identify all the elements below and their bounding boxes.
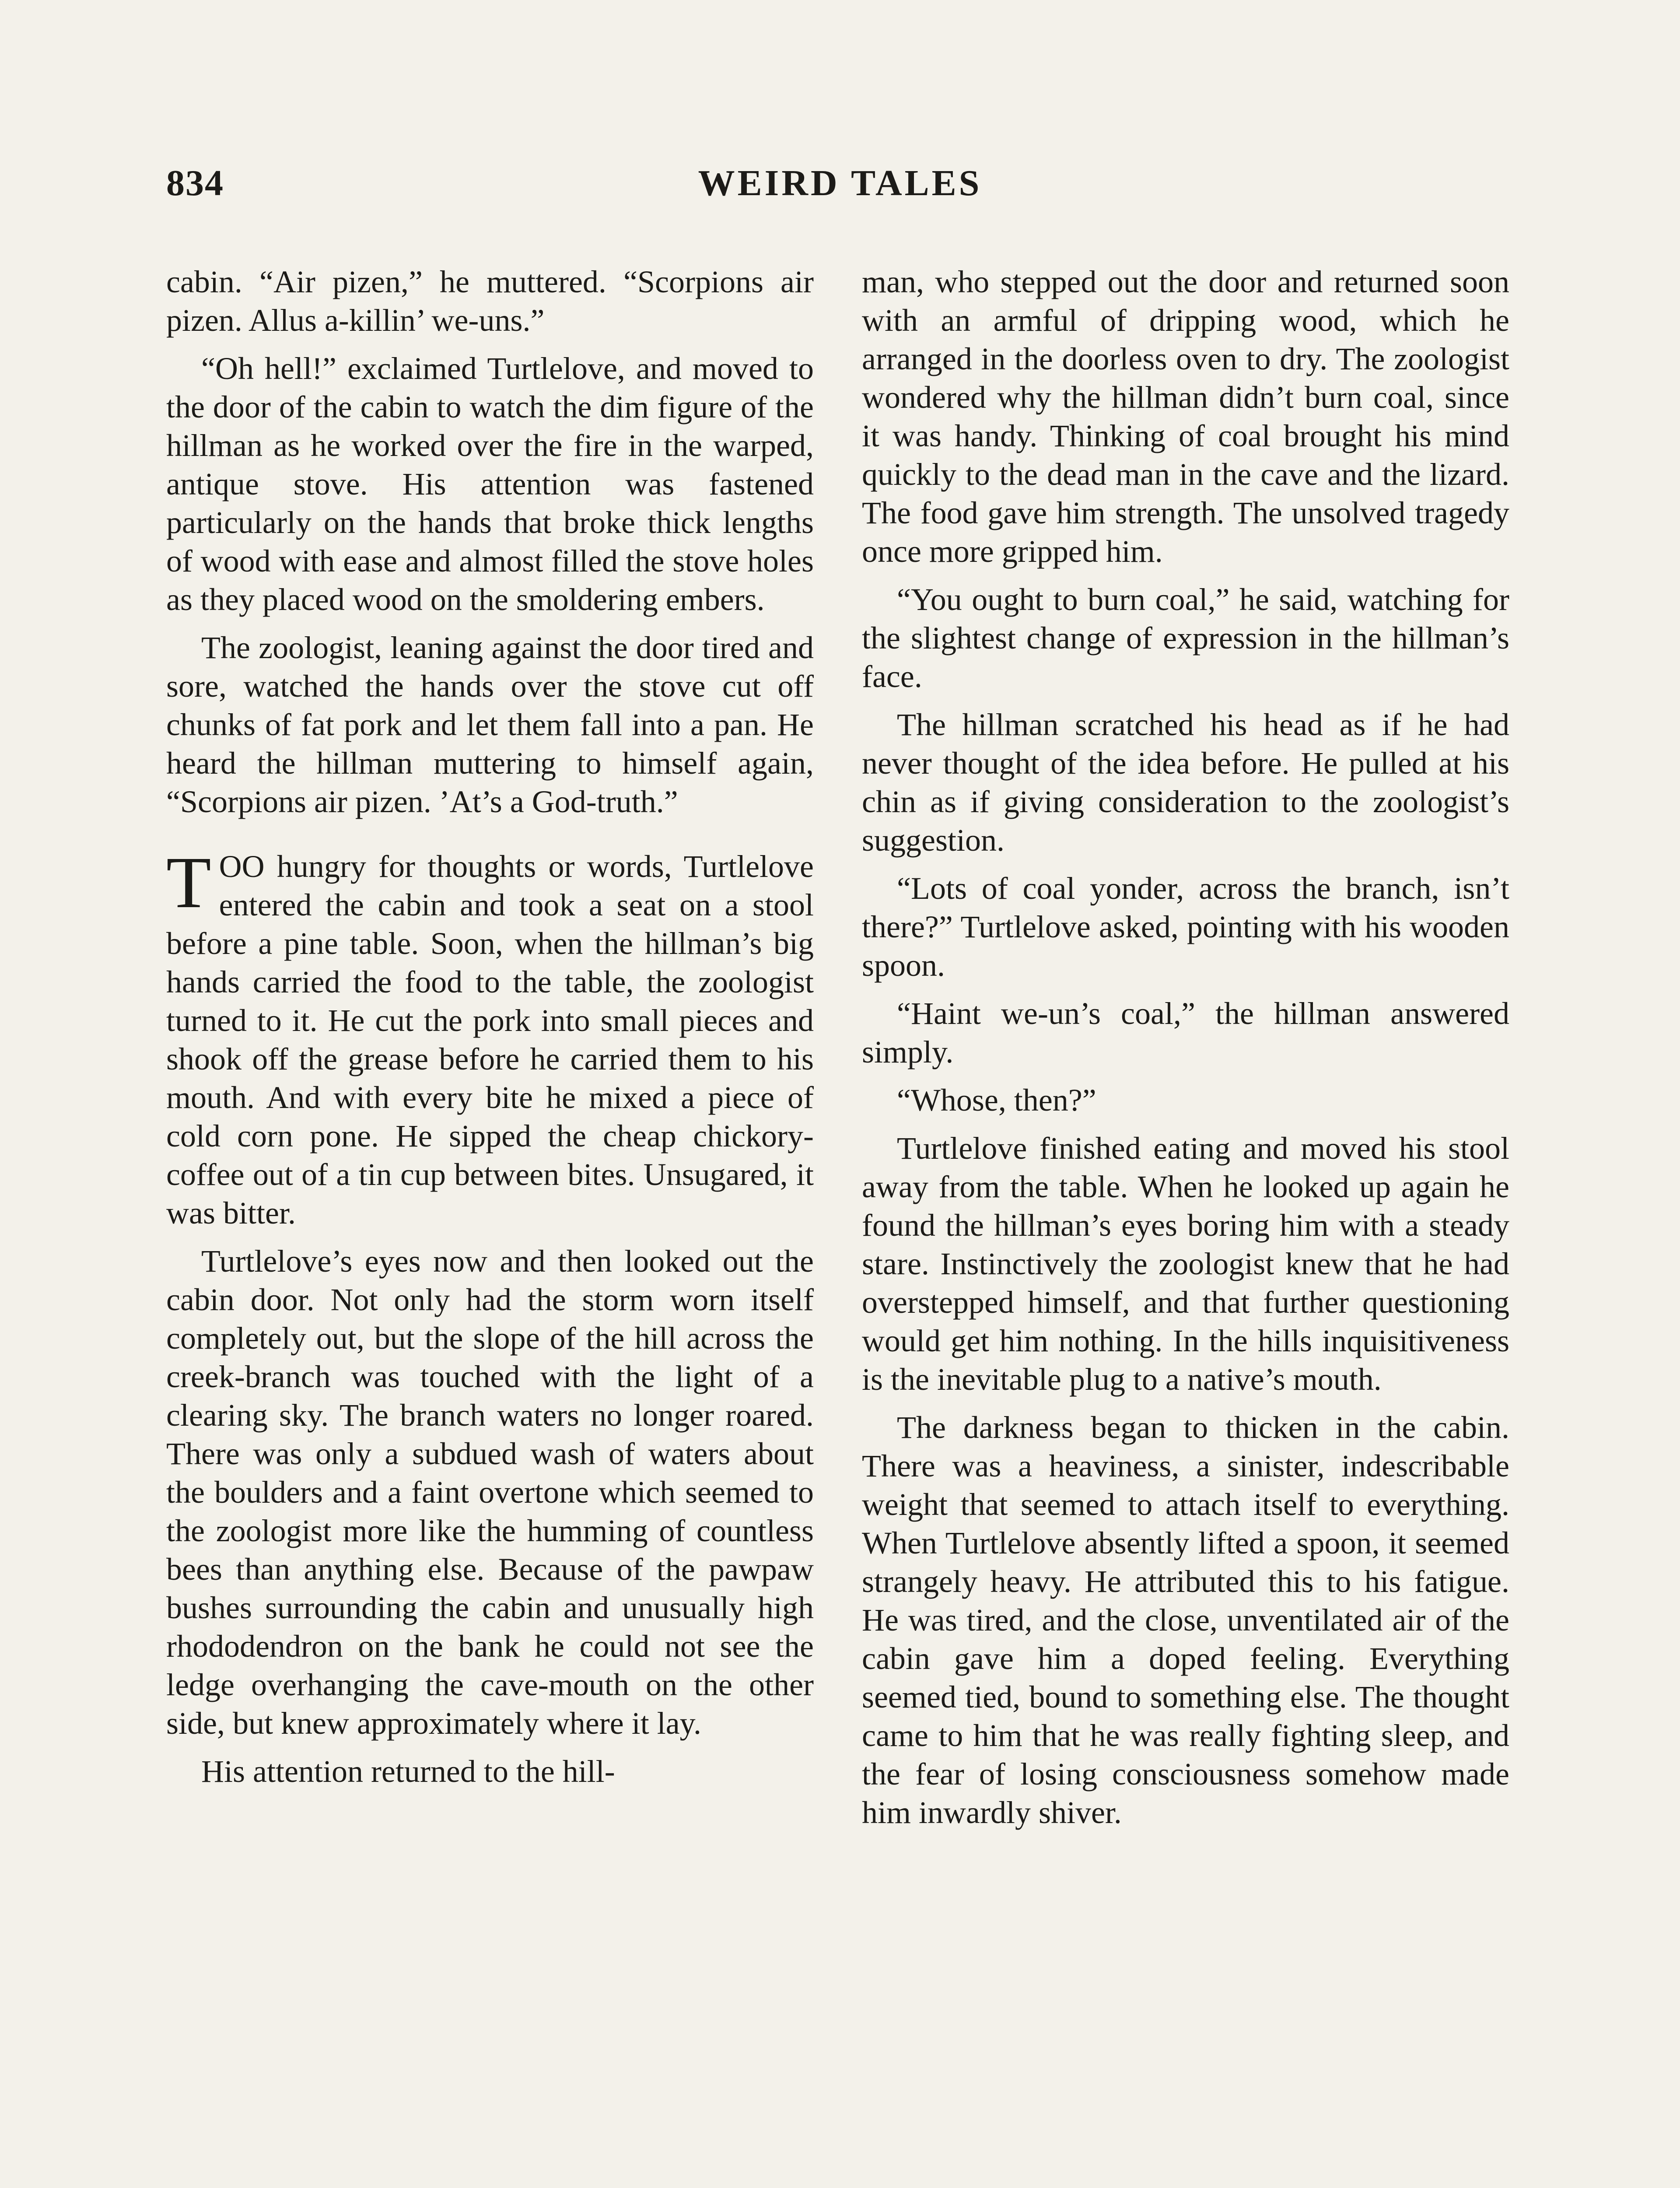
paragraph: cabin. “Air pizen,” he muttered. “Scorpions air pizen. Allus a-killin’ we-uns.”	[166, 264, 814, 338]
section-opening-paragraph	[166, 842, 814, 1232]
page-header	[166, 162, 1514, 223]
paragraph: man, who stepped out the door and returned soon with an armful of dripping wood, which he arranged in the doorless oven to dry. The zoologist wondered why the hillman didn’t burn coal, since it was handy. Thinking of coal brought his mind quickly to the dead man in the cave and the lizard. The food gave him strength. The unsolved tragedy once more gripped him.	[862, 264, 1509, 569]
drop-cap: T	[166, 842, 211, 923]
paragraph: “Oh hell!” exclaimed Turtlelove, and moved to the door of the cabin to watch the dim figure of the hillman as he worked over the fire in the warped, antique stove. His attention was fastened particularly on the hands that broke thick lengths of wood with ease and almost filled the stove holes as they placed wood on the smoldering embers.	[166, 351, 814, 617]
paragraph: Turtlelove finished eating and moved his stool away from the table. When he looked up again he found the hillman’s eyes boring him with a steady stare. Instinctively the zoologist knew that he had overstepped himself, and that further questioning would get him nothing. In the hills inquisitiveness is the inevitable plug to a native’s mouth.	[862, 1131, 1509, 1397]
page-number: 834	[166, 163, 224, 203]
paragraph: The zoologist, leaning against the door tired and sore, watched the hands over the stove cut off chunks of fat pork and let them fall into a pan. He heard the hillman muttering to himself again, “Scorpions air pizen. ’At’s a God-truth.”	[166, 630, 814, 819]
paragraph-text: OO hungry for thoughts or words, Turtlelove entered the cabin and took a seat on a stool before a pine table. Soon, when the hillman’s big hands carried the food to the table, the zoologist turned to it. He cut the pork into small pieces and shook off the grease before he carried them to his mouth. And with every bite he mixed a piece of cold corn pone. He sipped the cheap chickory-coffee out of a tin cup between bites. Unsugared, it was bitter.	[166, 849, 814, 1231]
page-title: WEIRD TALES	[698, 163, 982, 203]
paragraph: “Lots of coal yonder, across the branch, isn’t there?” Turtlelove asked, pointing with his wooden spoon.	[862, 871, 1509, 983]
paragraph: The hillman scratched his head as if he had never thought of the idea before. He pulled at his chin as if giving consideration to the zoologist’s suggestion.	[862, 707, 1509, 858]
paragraph: “Whose, then?”	[897, 1083, 1096, 1118]
paragraph: His attention returned to the hill-	[201, 1754, 615, 1789]
paragraph: “You ought to burn coal,” he said, watching for the slightest change of expression in the hillman’s face.	[862, 582, 1509, 694]
paragraph: Turtlelove’s eyes now and then looked out the cabin door. Not only had the storm worn itself completely out, but the slope of the hill across the creek-branch was touched with the light of a clearing sky. The branch waters no longer roared. There was only a subdued wash of waters about the boulders and a faint overtone which seemed to the zoologist more like the humming of countless bees than anything else. Because of the pawpaw bushes surrounding the cabin and unusually high rhododendron on the bank he could not see the ledge overhanging the cave-mouth on the other side, but knew approximately where it lay.	[166, 1244, 814, 1741]
right-column	[862, 263, 1509, 1841]
left-column	[166, 263, 814, 1800]
paragraph: “Haint we-un’s coal,” the hillman answered simply.	[862, 996, 1509, 1069]
paragraph: The darkness began to thicken in the cabin. There was a heaviness, a sinister, indescribable weight that seemed to attach itself to everything. When Turtlelove absently lifted a spoon, it seemed strangely heavy. He attributed this to his fatigue. He was tired, and the close, unventilated air of the cabin gave him a doped feeling. Everything seemed tied, bound to something else. The thought came to him that he was really fighting sleep, and the fear of losing consciousness somehow made him inwardly shiver.	[862, 1410, 1509, 1830]
